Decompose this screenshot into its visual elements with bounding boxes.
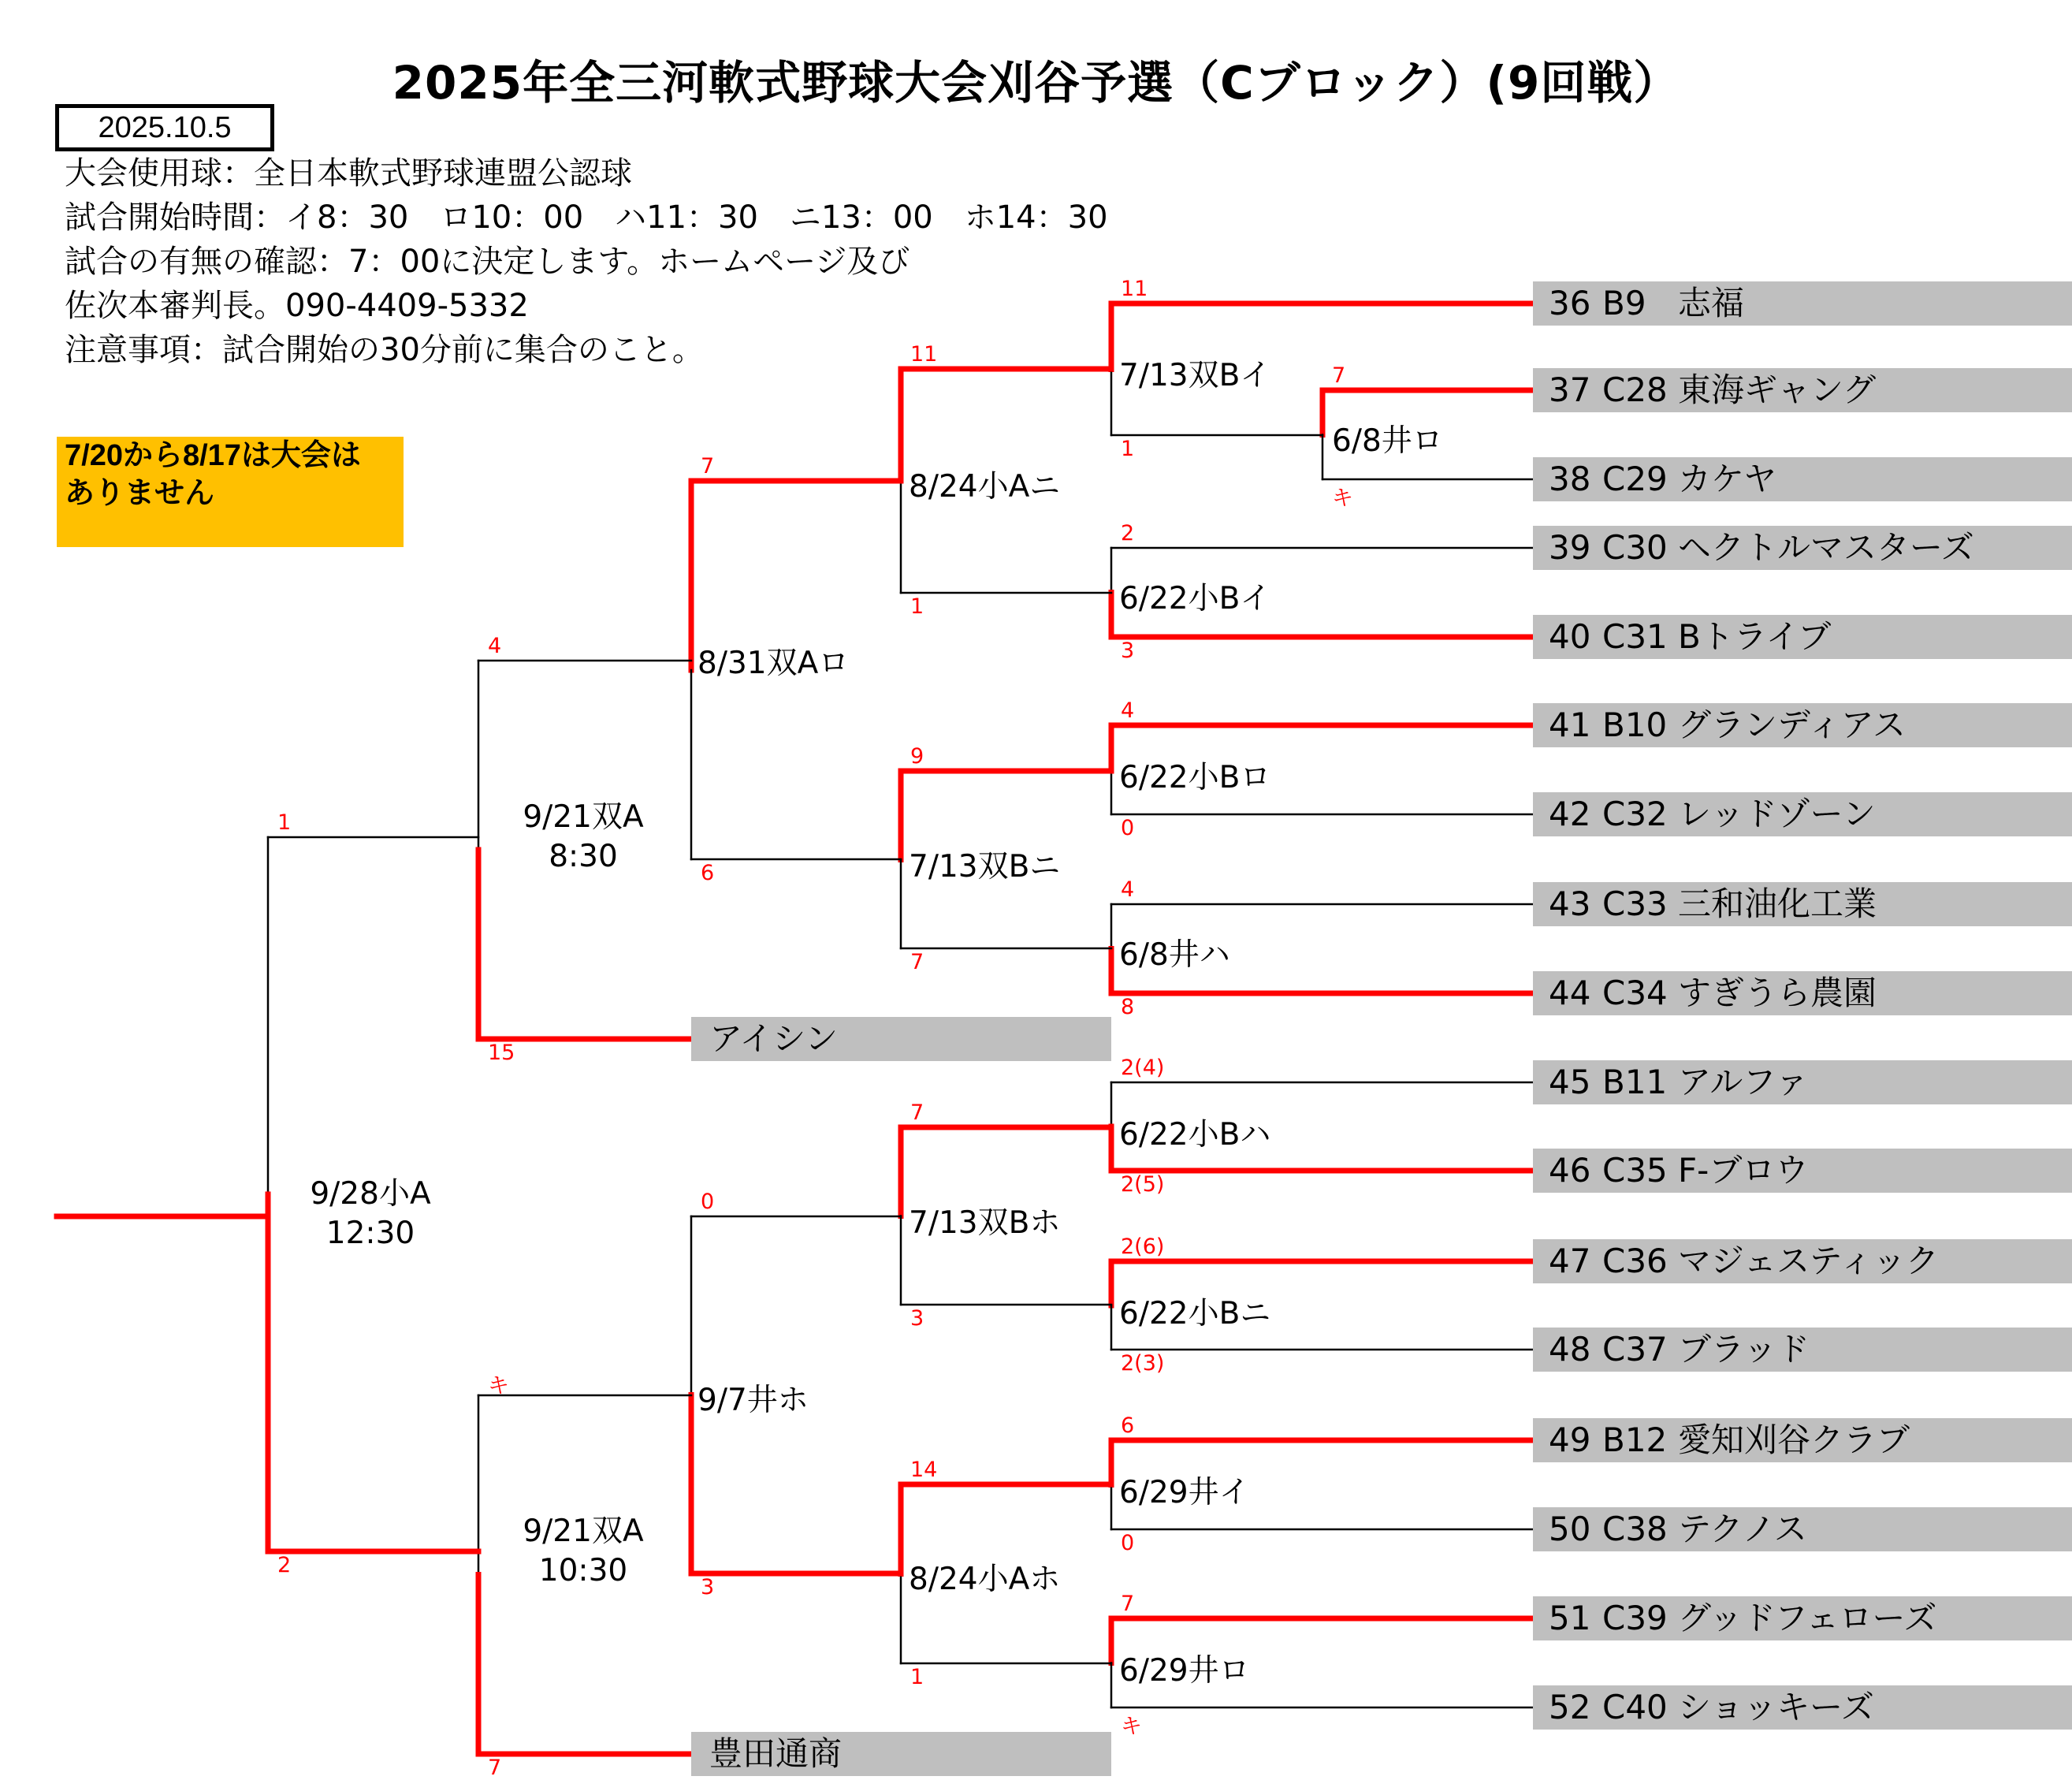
team-name (1549, 1328, 1810, 1372)
date-box: 2025.10.5 (55, 104, 274, 151)
team-label: グッドフェローズ (1678, 1599, 1937, 1637)
score-bottom: 7 (488, 1756, 502, 1780)
info-line-confirm: 試合の有無の確認：7：00に決定します。ホームページ及び (65, 244, 910, 280)
team-name (1549, 882, 1877, 926)
team-label: F-ブロウ (1678, 1151, 1809, 1190)
team-label: Bトライブ (1678, 617, 1832, 656)
match-label: 7/13双Bイ (1119, 358, 1271, 393)
match-time: 8:30 (549, 839, 618, 874)
team-code: C36 (1602, 1242, 1668, 1280)
team-number: 45 (1549, 1063, 1591, 1101)
score-bottom: 0 (1121, 1531, 1135, 1555)
score-top: 7 (910, 1100, 924, 1125)
team-code: C38 (1602, 1510, 1668, 1548)
team-number: 43 (1549, 884, 1591, 923)
team-label: 志福 (1678, 284, 1745, 322)
team-code: B9 (1602, 284, 1646, 322)
match-date: 9/21双A (523, 1514, 644, 1549)
team-label: レッドゾーン (1678, 795, 1876, 833)
team-name (1549, 457, 1776, 501)
team-code: C40 (1602, 1688, 1668, 1726)
team-code: B10 (1602, 706, 1668, 744)
team-code: C30 (1602, 528, 1668, 567)
match-label (520, 1512, 646, 1591)
team-number: 42 (1549, 795, 1591, 833)
no-games-notice (57, 437, 404, 547)
score-bottom: 1 (1121, 437, 1135, 461)
match-date: 9/21双A (523, 799, 644, 835)
team-number: 49 (1549, 1421, 1591, 1459)
match-label: 6/8井ハ (1119, 937, 1230, 973)
info-line-notes: 注意事項：試合開始の30分前に集合のこと。 (65, 332, 704, 368)
score-top: 11 (910, 342, 938, 367)
match-label (307, 1175, 433, 1253)
match-label: 6/22小Bイ (1119, 581, 1271, 616)
team-label: すぎうら農園 (1678, 974, 1877, 1012)
score-top: 2 (1121, 521, 1135, 546)
score-bottom: 1 (910, 594, 924, 619)
team-label: ショッキーズ (1678, 1688, 1875, 1726)
score-top: 7 (1332, 363, 1346, 388)
team-label: 東海ギャング (1678, 371, 1877, 409)
team-label: 愛知刈谷クラブ (1678, 1421, 1910, 1459)
match-label: 9/7井ホ (697, 1383, 809, 1418)
match-label: 7/13双Bホ (909, 1205, 1061, 1241)
team-number: 50 (1549, 1510, 1591, 1548)
team-name (1549, 971, 1877, 1015)
team-name (1549, 1149, 1808, 1193)
score-bottom: キ (1332, 486, 1353, 511)
score-top: 14 (910, 1458, 938, 1482)
team-name (1549, 615, 1831, 659)
team-label: ヘクトルマスターズ (1678, 528, 1974, 567)
info-line-start-time: 試合開始時間：イ8：30 ロ10：00 ハ11：30 ニ13：00 ホ14：30 (65, 199, 1108, 236)
team-label: カケヤ (1678, 460, 1777, 498)
score-top: 6 (1121, 1413, 1135, 1438)
team-label: アルファ (1678, 1063, 1809, 1101)
team-code: C31 (1602, 617, 1668, 656)
match-label: 8/24小Aニ (909, 469, 1061, 505)
score-bottom: 2 (277, 1553, 292, 1577)
score-bottom: 3 (910, 1306, 924, 1331)
team-code: C33 (1602, 884, 1668, 923)
match-label: 6/22小Bロ (1119, 760, 1271, 795)
score-bottom: キ (1121, 1715, 1142, 1739)
match-label: 6/29井イ (1119, 1475, 1250, 1510)
team-number: 41 (1549, 706, 1591, 744)
score-top: 11 (1121, 277, 1148, 301)
team-name (1549, 1418, 1910, 1462)
team-code: C34 (1602, 974, 1668, 1012)
team-code: C35 (1602, 1151, 1668, 1190)
team-name (1549, 1596, 1936, 1640)
team-name (1549, 281, 1744, 326)
match-label: 8/31双Aロ (697, 646, 850, 681)
score-bottom: 2(3) (1121, 1351, 1165, 1376)
team-label: テクノス (1678, 1510, 1807, 1548)
team-number: 37 (1549, 371, 1591, 409)
team-code: C29 (1602, 460, 1668, 498)
match-label (520, 798, 646, 877)
team-number: 38 (1549, 460, 1591, 498)
team-code: C39 (1602, 1599, 1668, 1637)
match-label: 6/22小Bニ (1119, 1296, 1271, 1331)
score-bottom: 0 (1121, 816, 1135, 840)
team-number: 51 (1549, 1599, 1591, 1637)
info-line-umpire: 佐次本審判長。090-4409-5332 (65, 288, 529, 324)
team-name (1549, 792, 1876, 836)
score-top: 7 (701, 454, 715, 479)
team-code: B12 (1602, 1421, 1668, 1459)
page-title: 2025年全三河軟式野球大会刈谷予選（Cブロック）(9回戦） (392, 56, 1680, 110)
score-bottom: 3 (701, 1575, 715, 1599)
team-code: C28 (1602, 371, 1668, 409)
match-label: 6/8井ロ (1332, 423, 1443, 459)
score-top: キ (488, 1374, 509, 1398)
team-number: 39 (1549, 528, 1591, 567)
team-label: マジェスティック (1678, 1242, 1939, 1280)
info-line-ball: 大会使用球：全日本軟式野球連盟公認球 (65, 155, 632, 192)
team-number: 47 (1549, 1242, 1591, 1280)
match-label: 6/22小Bハ (1119, 1117, 1271, 1153)
team-number: 40 (1549, 617, 1591, 656)
score-bottom: 7 (910, 950, 924, 974)
team-name (1549, 526, 1974, 570)
match-label: 8/24小Aホ (909, 1562, 1061, 1597)
team-code: B11 (1602, 1063, 1668, 1101)
score-top: 1 (277, 810, 292, 835)
team-number: 46 (1549, 1151, 1591, 1190)
team-number: 36 (1549, 284, 1591, 322)
team-label: ブラッド (1678, 1330, 1810, 1369)
score-top: 2(4) (1121, 1056, 1165, 1080)
team-code: C37 (1602, 1330, 1668, 1369)
seed-team-name: 豊田通商 (709, 1734, 843, 1773)
team-number: 48 (1549, 1330, 1591, 1369)
match-time: 10:30 (538, 1553, 628, 1588)
notice-line-2: ありません (65, 477, 215, 510)
team-label: 三和油化工業 (1678, 884, 1877, 923)
score-top: 0 (701, 1190, 715, 1214)
team-name (1549, 1060, 1808, 1104)
score-bottom: 8 (1121, 995, 1135, 1019)
score-bottom: 15 (488, 1041, 515, 1065)
seed-team-name: アイシン (709, 1019, 839, 1058)
score-bottom: 3 (1121, 639, 1135, 663)
score-top: 4 (1121, 698, 1135, 723)
team-name (1549, 1239, 1939, 1283)
team-code: C32 (1602, 795, 1668, 833)
score-top: 9 (910, 744, 924, 769)
team-name (1549, 1685, 1874, 1730)
score-bottom: 2(5) (1121, 1172, 1165, 1197)
team-name (1549, 368, 1876, 412)
notice-line-1: 7/20から8/17は大会は (65, 439, 361, 472)
match-label: 7/13双Bニ (909, 849, 1061, 884)
match-date: 9/28小A (310, 1176, 431, 1212)
team-label: グランディアス (1678, 706, 1906, 744)
team-name (1549, 703, 1906, 747)
score-top: 7 (1121, 1592, 1135, 1616)
score-top: 4 (488, 634, 502, 658)
score-top: 4 (1121, 877, 1135, 902)
team-number: 44 (1549, 974, 1591, 1012)
match-time: 12:30 (325, 1216, 415, 1251)
match-label: 6/29井ロ (1119, 1653, 1250, 1689)
score-top: 2(6) (1121, 1234, 1165, 1259)
team-name (1549, 1507, 1807, 1551)
score-bottom: 1 (910, 1665, 924, 1689)
score-bottom: 6 (701, 861, 715, 885)
team-number: 52 (1549, 1688, 1591, 1726)
